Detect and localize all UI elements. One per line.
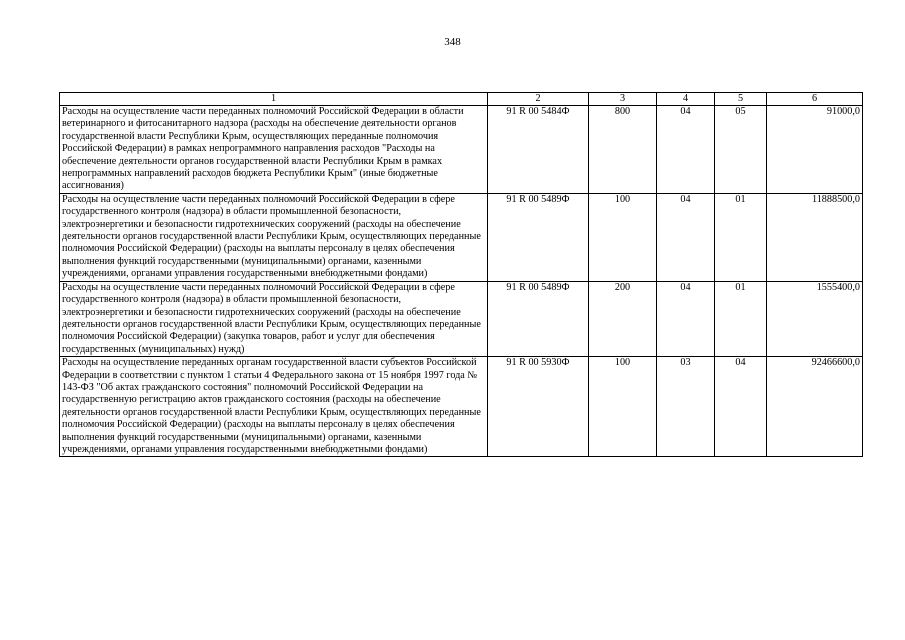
subsection-code: 05 bbox=[715, 106, 767, 194]
column-header-2: 2 bbox=[488, 93, 589, 106]
target-article-code: 91 R 00 5930Ф bbox=[488, 357, 589, 457]
expense-type-code: 100 bbox=[589, 357, 657, 457]
column-header-5: 5 bbox=[715, 93, 767, 106]
section-code: 04 bbox=[657, 106, 715, 194]
column-header-4: 4 bbox=[657, 93, 715, 106]
amount: 91000,0 bbox=[767, 106, 863, 194]
column-header-6: 6 bbox=[767, 93, 863, 106]
table-row bbox=[60, 193, 863, 281]
target-article-code: 91 R 00 5489Ф bbox=[488, 193, 589, 281]
subsection-code: 04 bbox=[715, 357, 767, 457]
expense-description: Расходы на осуществление переданных органам государственной власти субъектов Российской Федерации в соответствии с пунктом 1 статьи 4 Федерального закона от 15 ноября 1997 года № 143-ФЗ "Об актах гражданского состояния" полномочий Российской Федерации на государственную регистрацию актов гражданского состояния (расходы на обеспечение деятельности органов государственной власти Республики Крым, осуществляющих переданные полномочия Российской Федерации) (расходы на выплаты персоналу в целях обеспечения выполнения функций государственными (муниципальными) органами, казенными учреждениями, органами управления государственными внебюджетными фондами) bbox=[60, 357, 488, 457]
table-row bbox=[60, 357, 863, 457]
amount: 11888500,0 bbox=[767, 193, 863, 281]
table-row bbox=[60, 106, 863, 194]
target-article-code: 91 R 00 5484Ф bbox=[488, 106, 589, 194]
section-code: 04 bbox=[657, 193, 715, 281]
expense-description: Расходы на осуществление части переданных полномочий Российской Федерации в сфере государственного контроля (надзора) в области промышленной безопасности, электроэнергетики и безопасности гидротехнических сооружений (расходы на обеспечение деятельности органов государственной власти Республики Крым, осуществляющих переданные полномочия Российской Федерации) (расходы на выплаты персоналу в целях обеспечения выполнения функций государственными (муниципальными) органами, казенными учреждениями, органами управления государственными внебюджетными фондами) bbox=[60, 193, 488, 281]
expense-description: Расходы на осуществление части переданных полномочий Российской Федерации в сфере государственного контроля (надзора) в области промышленной безопасности, электроэнергетики и безопасности гидротехнических сооружений (расходы на обеспечение деятельности органов государственной власти Республики Крым, осуществляющих переданные полномочия Российской Федерации) (закупка товаров, работ и услуг для обеспечения государственных (муниципальных) нужд) bbox=[60, 281, 488, 356]
subsection-code: 01 bbox=[715, 193, 767, 281]
expense-description: Расходы на осуществление части переданных полномочий Российской Федерации в области ветеринарного и фитосанитарного надзора (расходы на обеспечение деятельности органов государственной власти Республики Крым, осуществляющих переданные полномочия Российской Федерации) в рамках непрограммного направления расходов "Расходы на обеспечение деятельности органов государственной власти Республики Крым в рамках непрограммных направлений расходов бюджета Республики Крым" (иные бюджетные ассигнования) bbox=[60, 106, 488, 194]
section-code: 03 bbox=[657, 357, 715, 457]
expense-type-code: 100 bbox=[589, 193, 657, 281]
header-row bbox=[60, 93, 863, 106]
amount: 1555400,0 bbox=[767, 281, 863, 356]
expense-type-code: 800 bbox=[589, 106, 657, 194]
section-code: 04 bbox=[657, 281, 715, 356]
subsection-code: 01 bbox=[715, 281, 767, 356]
expense-type-code: 200 bbox=[589, 281, 657, 356]
column-header-1: 1 bbox=[60, 93, 488, 106]
budget-table bbox=[59, 92, 863, 457]
amount: 92466600,0 bbox=[767, 357, 863, 457]
page-number: 348 bbox=[444, 36, 461, 48]
column-header-3: 3 bbox=[589, 93, 657, 106]
target-article-code: 91 R 00 5489Ф bbox=[488, 281, 589, 356]
table-row bbox=[60, 281, 863, 356]
